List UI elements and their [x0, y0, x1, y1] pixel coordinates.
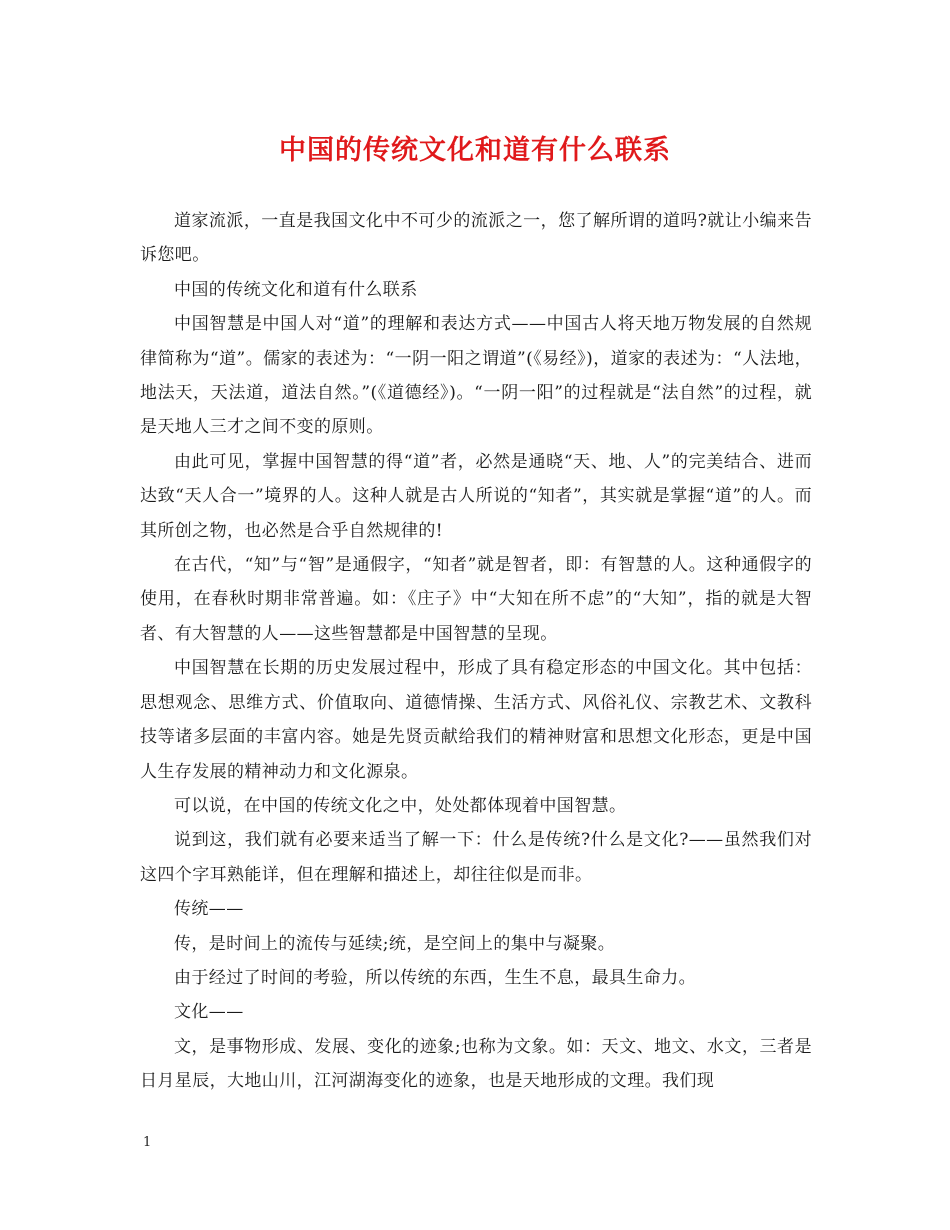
- paragraph: 在古代，“知”与“智”是通假字，“知者”就是智者，即：有智慧的人。这种通假字的使用，在春秋时期非常普遍。如：《庄子》中“大知在所不虑”的“大知”，指的就是大智者、有大智慧的人——这些智慧都是中国智慧的呈现。: [140, 555, 812, 644]
- document-title: 中国的传统文化和道有什么联系: [279, 135, 671, 166]
- paragraph: 中国智慧在长期的历史发展过程中，形成了具有稳定形态的中国文化。其中包括：思想观念、思维方式、价值取向、道德情操、生活方式、风俗礼仪、宗教艺术、文教科技等诸多层面的丰富内容。她是先贤贡献给我们的精神财富和思想文化形态，更是中国人生存发展的精神动力和文化源泉。: [140, 658, 812, 782]
- paragraph: 由此可见，掌握中国智慧的得“道”者，必然是通晓“天、地、人”的完美结合、进而达致“天人合一”境界的人。这种人就是古人所说的“知者”，其实就是掌握“道”的人。而其所创之物，也必然是合乎自然规律的!: [140, 451, 812, 541]
- document-body: [140, 204, 812, 1099]
- paragraph: 中国智慧是中国人对“道”的理解和表达方式——中国古人将天地万物发展的自然规律简称为“道”。儒家的表述为：“一阴一阳之谓道”(《易经》)，道家的表述为：“人法地，地法天，天法道，道法自然。”(《道德经》)。“一阴一阳”的过程就是“法自然”的过程，就是天地人三才之间不变的原则。: [140, 314, 812, 438]
- page-number: 1: [143, 1135, 152, 1150]
- section-heading-tradition: 传统——: [174, 899, 244, 920]
- section-heading-culture: 文化——: [174, 1002, 244, 1023]
- paragraph-intro: 道家流派，一直是我国文化中不可少的流派之一，您了解所谓的道吗?就让小编来告诉您吧。: [140, 211, 812, 266]
- paragraph: 可以说，在中国的传统文化之中，处处都体现着中国智慧。: [174, 795, 627, 816]
- paragraph: 文，是事物形成、发展、变化的迹象;也称为文象。如：天文、地文、水文，三者是日月星辰，大地山川，江河湖海变化的迹象，也是天地形成的文理。我们现: [140, 1036, 812, 1092]
- paragraph: 传，是时间上的流传与延续;统，是空间上的集中与凝聚。: [174, 933, 616, 954]
- paragraph: 说到这，我们就有必要来适当了解一下：什么是传统?什么是文化?——虽然我们对这四个字耳熟能详，但在理解和描述上，却往往似是而非。: [140, 830, 812, 885]
- paragraph: 由于经过了时间的考验，所以传统的东西，生生不息，最具生命力。: [174, 967, 696, 988]
- paragraph-subtitle: 中国的传统文化和道有什么联系: [174, 279, 418, 300]
